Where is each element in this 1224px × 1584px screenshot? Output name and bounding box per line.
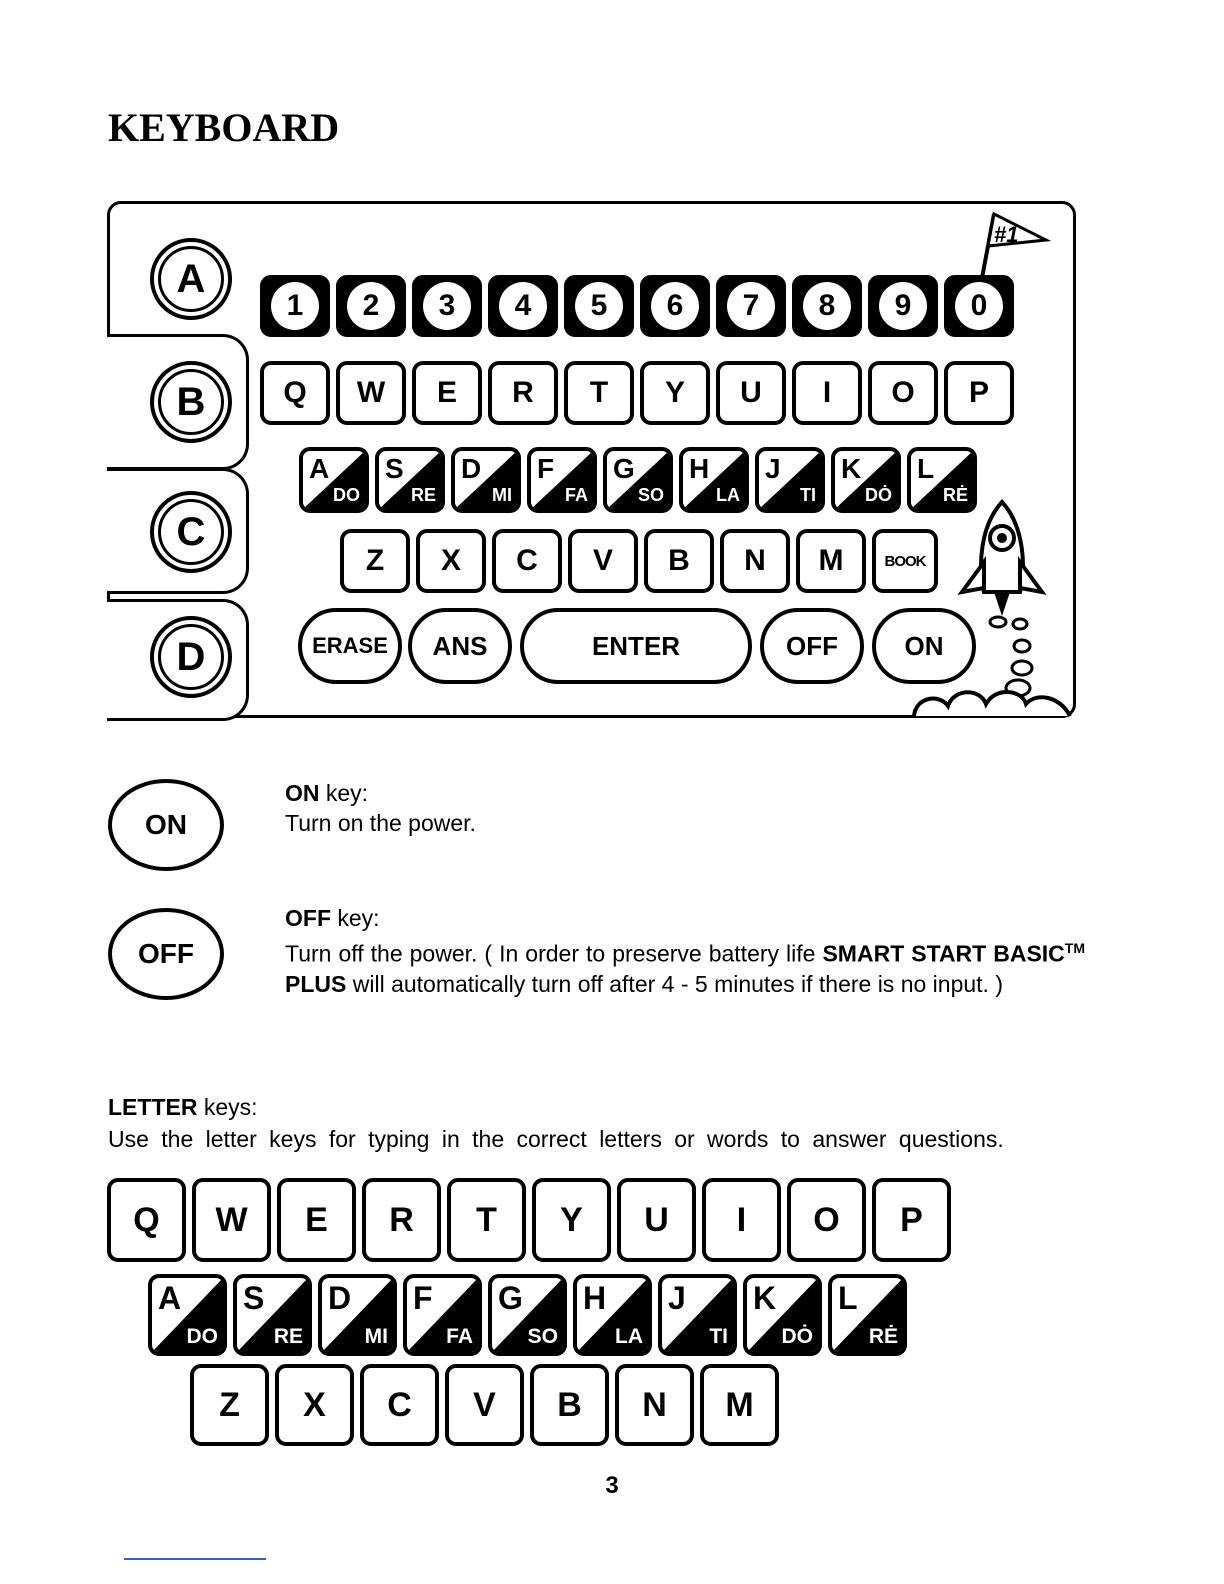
on-key-heading-bold: ON xyxy=(285,780,320,806)
key-letter: A xyxy=(158,1280,182,1316)
key-solfege: DȮ xyxy=(781,1325,813,1348)
footer-divider xyxy=(124,1558,266,1560)
side-button-c-label: C xyxy=(158,499,224,565)
key-w[interactable]: W xyxy=(192,1178,271,1262)
page-number: 3 xyxy=(605,1472,619,1499)
key-l-high-re[interactable] xyxy=(828,1274,907,1356)
key-u[interactable]: U xyxy=(617,1178,696,1262)
product-name: SMART START BASIC xyxy=(822,940,1065,967)
key-off[interactable]: OFF xyxy=(760,608,864,684)
key-q[interactable]: Q xyxy=(107,1178,186,1262)
key-solfege: MI xyxy=(364,1325,388,1348)
letter-keys-heading-rest: keys: xyxy=(197,1094,258,1120)
key-x[interactable]: X xyxy=(275,1364,354,1446)
key-d-mi[interactable] xyxy=(318,1274,397,1356)
key-letter: K xyxy=(753,1280,777,1316)
key-h-la[interactable] xyxy=(679,447,749,513)
key-letter: S xyxy=(385,453,404,484)
key-ans[interactable]: ANS xyxy=(408,608,512,684)
key-solfege: LA xyxy=(716,485,740,505)
key-letter: J xyxy=(765,453,781,484)
key-h-la[interactable] xyxy=(573,1274,652,1356)
letter-keys-note-row xyxy=(148,1274,913,1356)
key-z[interactable]: Z xyxy=(190,1364,269,1446)
bottom-letter-key-row xyxy=(340,529,944,593)
on-key-body: Turn on the power. xyxy=(285,810,476,836)
key-2-label: 2 xyxy=(347,282,395,330)
key-w[interactable]: W xyxy=(336,361,406,425)
key-u[interactable]: U xyxy=(716,361,786,425)
side-button-b[interactable] xyxy=(150,361,232,443)
page-title: KEYBOARD xyxy=(108,105,340,150)
qwerty-key-row xyxy=(260,361,1020,425)
key-b[interactable]: B xyxy=(530,1364,609,1446)
key-solfege: FA xyxy=(446,1325,473,1348)
cloud-illustration xyxy=(910,674,1080,718)
number-key-row xyxy=(260,275,1020,337)
key-4[interactable] xyxy=(488,275,558,337)
key-m[interactable]: M xyxy=(796,529,866,593)
key-p[interactable]: P xyxy=(944,361,1014,425)
key-v[interactable]: V xyxy=(568,529,638,593)
note-key-row xyxy=(299,447,983,513)
key-j-ti[interactable] xyxy=(658,1274,737,1356)
key-e[interactable]: E xyxy=(277,1178,356,1262)
key-letter: K xyxy=(841,453,862,484)
key-t[interactable]: T xyxy=(564,361,634,425)
key-on[interactable]: ON xyxy=(872,608,976,684)
key-letter: A xyxy=(309,453,330,484)
key-solfege: TI xyxy=(800,485,816,505)
key-d-mi[interactable] xyxy=(451,447,521,513)
side-button-a[interactable] xyxy=(150,238,232,320)
key-7[interactable] xyxy=(716,275,786,337)
key-letter: L xyxy=(838,1280,858,1316)
key-z[interactable]: Z xyxy=(340,529,410,593)
key-5-label: 5 xyxy=(575,282,623,330)
key-solfege: DO xyxy=(186,1325,218,1348)
key-3[interactable] xyxy=(412,275,482,337)
key-enter[interactable]: ENTER xyxy=(520,608,752,684)
key-solfege: SO xyxy=(527,1325,558,1348)
key-a-do[interactable] xyxy=(148,1274,227,1356)
key-9-label: 9 xyxy=(879,282,927,330)
keyboard-illustration xyxy=(107,201,1076,718)
off-key-heading-rest: key: xyxy=(331,905,380,931)
key-solfege: MI xyxy=(492,485,512,505)
key-s-re[interactable] xyxy=(233,1274,312,1356)
side-button-a-label: A xyxy=(158,246,224,312)
key-solfege: RĖ xyxy=(942,485,968,505)
key-t[interactable]: T xyxy=(447,1178,526,1262)
letter-keys-heading xyxy=(108,1094,258,1121)
key-letter: D xyxy=(328,1280,352,1316)
key-y[interactable]: Y xyxy=(532,1178,611,1262)
off-key-heading xyxy=(285,903,1085,933)
key-n[interactable]: N xyxy=(615,1364,694,1446)
key-r[interactable]: R xyxy=(362,1178,441,1262)
key-1[interactable] xyxy=(260,275,330,337)
key-o[interactable]: O xyxy=(787,1178,866,1262)
key-0[interactable] xyxy=(944,275,1014,337)
letter-keys-heading-bold: LETTER xyxy=(108,1094,198,1120)
on-key-heading-rest: key: xyxy=(319,780,369,806)
key-1-label: 1 xyxy=(271,282,319,330)
key-solfege: DO xyxy=(333,485,360,505)
key-letter: G xyxy=(613,453,635,484)
key-a-do[interactable] xyxy=(299,447,369,513)
key-solfege: LA xyxy=(615,1325,643,1348)
key-p[interactable]: P xyxy=(872,1178,951,1262)
key-solfege: RĖ xyxy=(868,1325,898,1348)
key-s-re[interactable] xyxy=(375,447,445,513)
key-3-label: 3 xyxy=(423,282,471,330)
key-solfege: SO xyxy=(637,485,664,505)
key-o[interactable]: O xyxy=(868,361,938,425)
on-key-heading xyxy=(285,778,1085,808)
key-f-fa[interactable] xyxy=(403,1274,482,1356)
key-x[interactable]: X xyxy=(416,529,486,593)
key-letter: G xyxy=(498,1280,523,1316)
key-solfege: FA xyxy=(564,485,588,505)
off-key-heading-bold: OFF xyxy=(285,905,331,931)
key-8[interactable] xyxy=(792,275,862,337)
key-solfege: RE xyxy=(273,1325,303,1348)
key-letter: F xyxy=(413,1280,433,1316)
side-button-d[interactable] xyxy=(150,616,232,698)
key-letter: L xyxy=(917,453,935,484)
key-n[interactable]: N xyxy=(720,529,790,593)
key-solfege: DȮ xyxy=(865,485,892,505)
off-body-part-1: Turn off the power. ( In order to preserve battery life xyxy=(285,940,823,967)
key-6-label: 6 xyxy=(651,282,699,330)
key-0-label: 0 xyxy=(955,282,1003,330)
key-letter: H xyxy=(583,1280,607,1316)
off-body-part-2: will automatically turn off after 4 - 5 minutes if there is no input. ) xyxy=(346,970,1003,997)
key-erase[interactable]: ERASE xyxy=(298,608,402,684)
on-key-description xyxy=(285,778,1085,838)
off-key-description xyxy=(285,903,1085,999)
side-button-c[interactable] xyxy=(150,491,232,573)
trademark: TM xyxy=(1064,940,1086,956)
key-8-label: 8 xyxy=(803,282,851,330)
key-q[interactable]: Q xyxy=(260,361,330,425)
key-c[interactable]: C xyxy=(360,1364,439,1446)
key-b[interactable]: B xyxy=(644,529,714,593)
on-key-icon: ON xyxy=(108,779,224,871)
key-k-high-do[interactable] xyxy=(743,1274,822,1356)
key-solfege: RE xyxy=(410,485,436,505)
off-key-icon: OFF xyxy=(108,908,224,1000)
key-solfege: TI xyxy=(709,1325,728,1348)
key-r[interactable]: R xyxy=(488,361,558,425)
key-letter: H xyxy=(689,453,710,484)
flag-label: #1 xyxy=(994,222,1019,247)
key-letter: J xyxy=(668,1280,686,1316)
letter-keys-body: Use the letter keys for typing in the correct letters or words to answer questions. xyxy=(108,1126,1004,1152)
side-button-d-label: D xyxy=(158,624,224,690)
key-g-so[interactable] xyxy=(488,1274,567,1356)
key-7-label: 7 xyxy=(727,282,775,330)
side-button-b-label: B xyxy=(158,369,224,435)
letter-keys-qwerty-row xyxy=(107,1178,957,1262)
key-m[interactable]: M xyxy=(700,1364,779,1446)
key-g-so[interactable] xyxy=(603,447,673,513)
key-j-ti[interactable] xyxy=(755,447,825,513)
letter-keys-bottom-row xyxy=(190,1364,785,1446)
key-9[interactable] xyxy=(868,275,938,337)
key-f-fa[interactable] xyxy=(527,447,597,513)
key-i[interactable]: I xyxy=(702,1178,781,1262)
key-letter: S xyxy=(243,1280,265,1316)
key-letter: F xyxy=(537,453,555,484)
key-v[interactable]: V xyxy=(445,1364,524,1446)
product-name-suffix: PLUS xyxy=(285,970,347,997)
key-4-label: 4 xyxy=(499,282,547,330)
key-5[interactable] xyxy=(564,275,634,337)
key-2[interactable] xyxy=(336,275,406,337)
key-c[interactable]: C xyxy=(492,529,562,593)
key-letter: D xyxy=(461,453,482,484)
key-e[interactable]: E xyxy=(412,361,482,425)
key-6[interactable] xyxy=(640,275,710,337)
key-book[interactable]: BOOK xyxy=(872,529,938,593)
key-k-high-do[interactable] xyxy=(831,447,901,513)
key-i[interactable]: I xyxy=(792,361,862,425)
off-key-body xyxy=(285,933,1085,999)
key-y[interactable]: Y xyxy=(640,361,710,425)
